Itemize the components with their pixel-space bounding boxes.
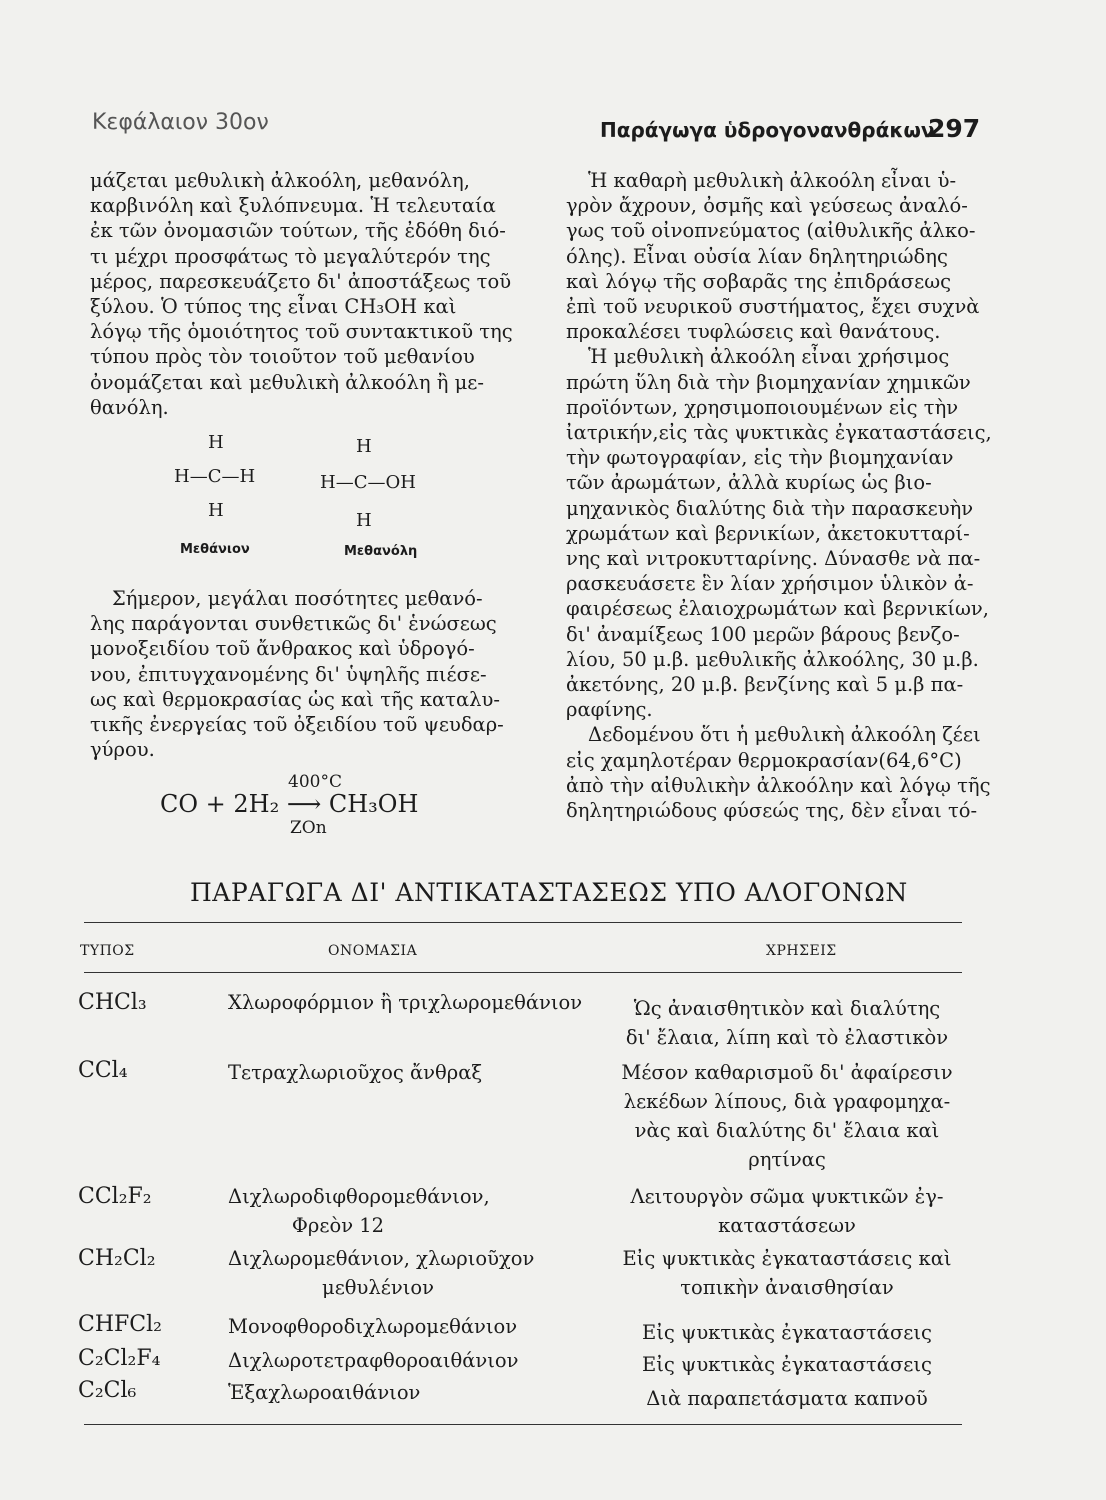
methane-label: Μεθάνιον (180, 542, 250, 557)
text-line: ἀπὸ τὴν αἰθυλικὴν ἀλκοόλην καὶ λόγῳ τῆς (566, 773, 991, 797)
text-line: πρώτη ὕλη διὰ τὴν βιομηχανίαν χημικῶν (566, 370, 971, 394)
name-line: μεθυλένιον (322, 1276, 434, 1299)
text-line: ρασκευάσετε ἓν λίαν χρήσιμον ὑλικὸν ἀ- (566, 572, 974, 596)
left-column-paragraph (90, 168, 522, 420)
name-line: Χλωροφόρμιον ἢ τριχλωρομεθάνιον (228, 991, 583, 1014)
text-line: γως τοῦ οἰνοπνεύματος (αἰθυλικῆς ἀλκο- (566, 219, 976, 243)
equation-catalyst: ZOn (290, 818, 327, 838)
header-uses: ΧΡΗΣΕΙΣ (766, 943, 837, 959)
text-line: μέρος, παρεσκευάζετο δι' ἀποστάξεως τοῦ (90, 269, 512, 293)
text-line: τι μέχρι προσφάτως τὸ μεγαλύτερόν της (90, 244, 491, 268)
table-title: ΠΑΡΑΓΩΓΑ ΔΙ' ΑΝΤΙΚΑΤΑΣΤΑΣΕΩΣ ΥΠΟ ΑΛΟΓΟΝΩΝ (190, 878, 908, 907)
text-line: φαιρέσεως ἐλαιοχρωμάτων καὶ βερνικίων, (566, 597, 989, 621)
use-line: τοπικὴν ἀναισθησίαν (680, 1276, 894, 1299)
right-column (566, 168, 992, 823)
row-uses (610, 1318, 964, 1347)
methanol-bottom-atom: H (356, 510, 372, 531)
header-type: ΤΥΠΟΣ (80, 943, 135, 959)
row-uses (610, 1058, 964, 1174)
text-line: τικῆς ἐνεργείας τοῦ ὀξειδίου τοῦ ψευδαρ- (90, 713, 504, 737)
text-line: τῶν ἀρωμάτων, ἀλλὰ κυρίως ὡς βιο- (566, 471, 932, 495)
text-line: δηλητηριώδους φύσεώς της, δὲν εἶναι τό- (566, 799, 978, 823)
text-line: Δεδομένου ὅτι ἡ μεθυλικὴ ἀλκοόλη ζέει (588, 723, 981, 747)
row-type: CHCl₃ (78, 990, 147, 1015)
use-line: δι' ἔλαια, λίπη καὶ τὸ ἐλαστικὸν (625, 1026, 949, 1049)
text-line: ἰατρικήν,εἰς τὰς ψυκτικὰς ἐγκαταστάσεις, (566, 421, 992, 445)
row-type: CCl₂F₂ (78, 1184, 152, 1209)
row-name (228, 988, 608, 1017)
row-uses (610, 1182, 964, 1240)
use-line: Εἰς ψυκτικὰς ἐγκαταστάσεις (642, 1353, 932, 1376)
text-line: Ἡ μεθυλικὴ ἀλκοόλη εἶναι χρήσιμος (588, 345, 950, 369)
row-name (228, 1182, 490, 1240)
text-line: προκαλέσει τυφλώσεις καὶ θανάτους. (566, 320, 941, 344)
use-line: Εἰς ψυκτικὰς ἐγκαταστάσεις καὶ (622, 1247, 952, 1270)
text-line: ξύλου. Ὁ τύπος της εἶναι CH₃OH καὶ (90, 295, 457, 319)
section-header: Παράγωγα ὑδρογονανθράκων (600, 118, 935, 142)
text-line: όλης). Εἶναι οὐσία λίαν δηλητηριώδης (566, 244, 948, 268)
name-line: Διχλωρομεθάνιον, χλωριοῦχον (228, 1247, 535, 1270)
row-name (228, 1244, 535, 1302)
text-line: ως καὶ θερμοκρασίας ὡς καὶ τῆς καταλυ- (90, 687, 500, 711)
text-line: γρὸν ἄχρουν, ὀσμῆς καὶ γεύσεως ἀναλό- (566, 194, 968, 218)
use-line: Ὡς ἀναισθητικὸν καὶ διαλύτης (633, 997, 941, 1020)
row-type: C₂Cl₂F₄ (78, 1346, 161, 1371)
row-type: CCl₄ (78, 1058, 128, 1083)
methane-bottom-atom: H (208, 500, 224, 521)
text-line: λης παράγονται συνθετικῶς δι' ἑνώσεως (90, 612, 497, 636)
row-uses (610, 994, 964, 1052)
name-line: Μονοφθοροδιχλωρομεθάνιον (228, 1315, 518, 1338)
text-line: μηχανικὸς διαλύτης διὰ τὴν παρασκευὴν (566, 496, 974, 520)
table-top-rule (84, 922, 962, 923)
table-header-rule (84, 972, 962, 973)
text-line: γύρου. (90, 738, 155, 762)
text-line: λίου, 50 μ.β. μεθυλικῆς ἀλκοόλης, 30 μ.β. (566, 647, 979, 671)
text-line: μονοξειδίου τοῦ ἄνθρακος καὶ ὑδρογό- (90, 637, 475, 661)
text-line: εἰς χαμηλοτέραν θερμοκρασίαν(64,6°C) (566, 748, 962, 772)
row-type: C₂Cl₆ (78, 1378, 137, 1403)
row-uses (610, 1244, 964, 1302)
text-line: ἐκ τῶν ὀνομασιῶν τούτων, τῆς ἐδόθη διό- (90, 219, 506, 243)
use-line: καταστάσεων (718, 1214, 856, 1237)
row-name (228, 1346, 608, 1375)
use-line: λεκέδων λίπους, διὰ γραφομηχα- (623, 1090, 951, 1113)
name-line: Διχλωροτετραφθοροαιθάνιον (228, 1349, 519, 1372)
row-name (228, 1312, 608, 1341)
text-line: θανόλη. (90, 395, 169, 419)
equation-main: CO + 2H₂ ⟶ CH₃OH (160, 790, 419, 818)
header-name: ΟΝΟΜΑΣΙΑ (328, 943, 418, 959)
text-line: μάζεται μεθυλικὴ ἀλκοόλη, μεθανόλη, (90, 169, 470, 192)
text-line: λόγῳ τῆς ὁμοιότητος τοῦ συντακτικοῦ της (90, 320, 513, 344)
row-name (228, 1058, 608, 1087)
text-line: νης καὶ νιτροκυτταρίνης. Δύνασθε νὰ πα- (566, 547, 981, 571)
page-number: 297 (928, 114, 981, 143)
methane-top-atom: H (208, 432, 224, 453)
use-line: Λειτουργὸν σῶμα ψυκτικῶν ἐγ- (630, 1185, 944, 1208)
name-line: Διχλωροδιφθορομεθάνιον, (228, 1185, 490, 1208)
text-line: χρωμάτων καὶ βερνικίων, ἀκετοκυτταρί- (566, 521, 970, 545)
row-uses (610, 1384, 964, 1413)
chemical-equation (160, 772, 460, 842)
text-line: νου, ἐπιτυγχανομένης δι' ὑψηλῆς πιέσε- (90, 662, 487, 686)
text-line: ραφίνης. (566, 698, 653, 722)
methane-middle: H—C—H (174, 466, 256, 487)
text-line: καρβινόλη καὶ ξυλόπνευμα. Ἡ τελευταία (90, 194, 496, 218)
text-line: τὴν φωτογραφίαν, εἰς τὴν βιομηχανίαν (566, 446, 954, 470)
equation-temperature: 400°C (288, 772, 342, 792)
name-line: Τετραχλωριοῦχος ἄνθραξ (228, 1061, 483, 1084)
use-line: ρητίνας (748, 1148, 826, 1171)
text-line: δι' ἀναμίξεως 100 μερῶν βάρους βενζο- (566, 622, 960, 646)
name-line: Ἑξαχλωροαιθάνιον (228, 1381, 421, 1404)
text-line: τύπου πρὸς τὸν τοιοῦτον τοῦ μεθανίου (90, 345, 475, 369)
row-uses (610, 1350, 964, 1379)
text-line: ὀνομάζεται καὶ μεθυλικὴ ἀλκοόλη ἢ με- (90, 370, 484, 394)
text-line: Σήμερον, μεγάλαι ποσότητες μεθανό- (112, 587, 483, 610)
text-line: Ἡ καθαρὴ μεθυλικὴ ἀλκοόλη εἶναι ὑ- (588, 169, 957, 192)
use-line: Εἰς ψυκτικὰς ἐγκαταστάσεις (642, 1321, 932, 1344)
text-line: καὶ λόγῳ τῆς σοβαρᾶς της ἐπιδράσεως (566, 269, 952, 293)
use-line: Μέσον καθαρισμοῦ δι' ἀφαίρεσιν (621, 1061, 953, 1084)
methanol-label: Μεθανόλη (344, 544, 418, 559)
use-line: Διὰ παραπετάσματα καπνοῦ (646, 1387, 928, 1410)
use-line: νὰς καὶ διαλύτης δι' ἔλαια καὶ (634, 1119, 940, 1142)
chapter-header: Κεφάλαιον 30ον (92, 110, 269, 135)
methanol-top-atom: H (356, 436, 372, 457)
table-bottom-rule (84, 1424, 962, 1425)
row-name (228, 1378, 608, 1407)
row-type: CH₂Cl₂ (78, 1246, 156, 1271)
text-line: ἀκετόνης, 20 μ.β. βενζίνης καὶ 5 μ.β πα- (566, 673, 964, 697)
left-column-paragraph-2 (90, 586, 522, 762)
methanol-middle: H—C—OH (320, 472, 416, 493)
name-line: Φρεὸν 12 (291, 1214, 385, 1237)
row-type: CHFCl₂ (78, 1312, 162, 1337)
text-line: ἐπὶ τοῦ νευρικοῦ συστήματος, ἔχει συχνὰ (566, 295, 980, 319)
text-line: προϊόντων, χρησιμοποιουμένων εἰς τὴν (566, 395, 959, 419)
